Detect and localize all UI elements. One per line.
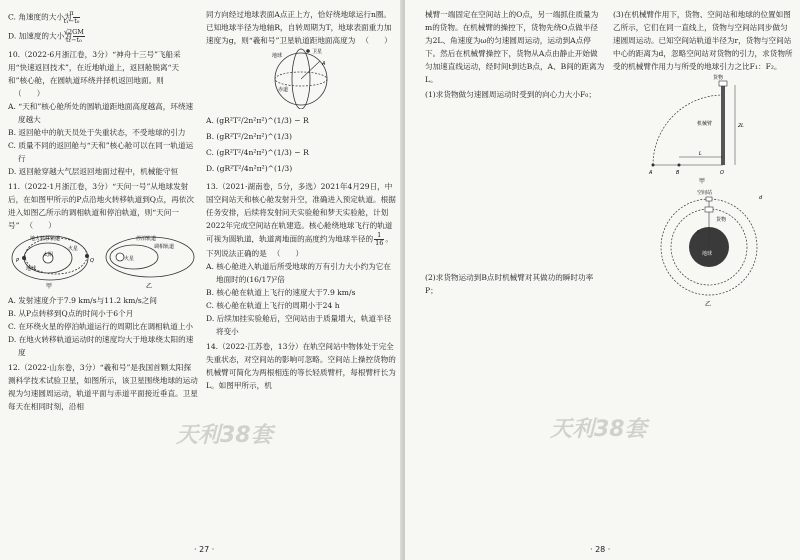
question-12-continued: 同方向经过地球表面A点正上方，恰好绕地球运行n圈。已知地球半径为地轴R，自转周期为T，地球表面重力加速度为g，则“羲和号”卫星轨道距地面高度为 （ ） — [206, 10, 392, 45]
label-sun: 太阳 — [43, 252, 54, 258]
label-2l: 2L — [738, 123, 744, 129]
caption-yi: 乙 — [146, 283, 153, 290]
label-cargo-yi: 货物 — [716, 217, 727, 223]
q10-option-c: C. 质量不同的返回舱与“天和”核心舱可以在同一轨道运行 — [8, 141, 194, 163]
caption-jia-14: 甲 — [699, 178, 706, 185]
question-14-continued: 械臂一端固定在空间站上的O点，另一端抓住质量为m的货物。在机械臂的操控下，货物先绕O点做半径为2L、角速度为ω的匀速圆周运动，运动到A点停下。然后在机械臂操控下，货物从A点由静止开始做匀加速直线运动，经时间t到达B点，A、B间的距离为L。 — [425, 10, 605, 84]
label-p: P — [16, 258, 20, 264]
left-column — [8, 8, 198, 413]
option-d-prev: D. 加速度的大小为 $\frac{√2GM}{\text{t₁−t₀}}$ — [8, 28, 84, 44]
robot-arm-bar — [721, 83, 725, 165]
station-icon — [705, 207, 713, 212]
q14-part-1: (1)求货物做匀速圆周运动时受到的向心力大小F₀； — [425, 90, 596, 99]
label-phasing-orbit: 调相轨道 — [154, 244, 175, 250]
label-earth: 地球 — [26, 266, 37, 272]
circular-path — [653, 95, 723, 165]
label-o: O — [720, 170, 724, 176]
right-page — [405, 0, 800, 560]
watermark-logo-left: 天利38套 — [176, 423, 273, 448]
question-10: 10.（2022·6月浙江卷，3分）“神舟十三号”飞船采用“快速返回技术”，在近地轨道上，返回舱脱离“天和”核心舱，在圆轨道环绕并择机返回地面。则（ ） — [8, 50, 181, 98]
orbit-figure-11 — [8, 232, 198, 290]
label-r: r — [697, 229, 700, 235]
earth-dot — [22, 256, 26, 260]
right-column-2 — [613, 8, 793, 313]
label-cargo: 货物 — [713, 75, 724, 81]
figure-yi — [106, 235, 194, 290]
satellite-figure-12 — [206, 47, 396, 109]
question-13: 13.（2021·湖南卷，5分，多选）2021年4月29日，中国空间站天和核心舱发射升空，准确进入预定轨道。根据任务安排，后续将发射问天实验舱和梦天实验舱，计划2022年完成空间站在轨建造。核心舱绕地球飞行的轨道可视为圆轨道，轨道离地面的高度约为地球半径的 $\frac{1}{16}$ 。下列说法正确的是 （ ） — [206, 182, 396, 258]
satellite-dot — [306, 49, 310, 53]
question-12: 12.（2022·山东卷，3分）“羲和号”是我国首颗太阳探测科学技术试验卫星，如图所示，该卫星围绕地球的运动视为匀速圆周运动，轨道平面与赤道平面接近垂直。卫星每天在相同时刻，沿相 — [8, 363, 198, 411]
label-equator: 赤道 — [278, 87, 289, 93]
mars-planet-icon — [116, 253, 124, 261]
label-space-station: 空间站 — [697, 190, 713, 196]
caption-jia: 甲 — [46, 283, 53, 290]
watermark-logo-right: 天利38套 — [550, 417, 647, 442]
page-number-27: · 27 · — [194, 545, 215, 554]
caption-yi-14: 乙 — [705, 301, 712, 308]
q13-option-d: D. 后续加挂实验舱后，空间站由于质量增大，轨道半径将变小 — [206, 314, 392, 336]
q11-option-d: D. 在地火转移轨道运动时的速度均大于地球绕太阳的速度 — [8, 335, 194, 357]
q11-option-c: C. 在环绕火星的停泊轨道运行的周期比在调相轨道上小 — [8, 322, 194, 331]
label-earth-yi: 地球 — [702, 251, 713, 257]
label-a: A — [649, 170, 653, 176]
label-parking-orbit: 停泊轨道 — [136, 236, 157, 242]
option-c-prev: C. 角速度的大小为 $\frac{\pi}{\text{t₁−t₀}}$ — [8, 9, 80, 25]
label-earth-12: 地球 — [272, 53, 283, 59]
point-a-dot — [652, 164, 655, 167]
q11-option-a: A. 发射速度介于7.9 km/s与11.2 km/s之间 — [8, 296, 157, 305]
q14-part-2: (2)求货物运动到B点时机械臂对其做功的瞬时功率P； — [425, 273, 594, 295]
label-d: d — [759, 195, 763, 201]
figure-jia — [12, 235, 94, 290]
space-station-figure-yi — [613, 189, 793, 309]
q13-option-a: A. 核心舱进入轨道后所受地球的万有引力大小约为它在地面时的(16/17)²倍 — [206, 262, 391, 284]
label-l: L — [699, 151, 702, 157]
label-point-a: A — [322, 61, 326, 67]
cargo-box — [719, 81, 727, 86]
question-11: 11.（2022·1月浙江卷，3分）“天问一号”从地球发射后，在如图甲所示的P点沿地火转移轨道到Q点，再依次进入如图乙所示的调相轨道和停泊轨道，则“天问一号” （ ） — [8, 182, 194, 230]
label-robot-arm: 机械臂 — [697, 121, 713, 127]
q12-option-c: C. (gR²T²/4n²π²)^(1/3) − R — [206, 148, 309, 157]
right-column-1 — [425, 8, 605, 297]
q11-option-b: B. 从P点转移到Q点的时间小于6个月 — [8, 309, 134, 318]
question-14: 14.（2022·江苏卷，13分）在轨空间站中物体处于完全失重状态，对空间站的影响可忽略。空间站上操控货物的机械臂可简化为两根相连的等长轻质臂杆，每根臂杆长为L。如图甲所示，机 — [206, 342, 396, 390]
q13-option-b: B. 核心舱在轨道上飞行的速度大于7.9 km/s — [206, 288, 356, 297]
page-number-28: · 28 · — [590, 545, 611, 554]
mars-dot — [85, 254, 89, 258]
q10-option-d: D. 返回舱穿越大气层返回地面过程中，机械能守恒 — [8, 167, 179, 176]
q14-part-3: (3)在机械臂作用下，货物、空间站和地球的位置如图乙所示，它们在同一直线上，货物与空间站同步做匀速圆周运动。已知空间站轨道半径为r，货物与空间站中心的距离为d，忽略空间站对货物的引力，求货物所受的机械臂作用力与所受的地球引力之比F₁：F₂。 — [613, 10, 793, 71]
label-mars-yi: 火星 — [124, 256, 135, 262]
robot-arm-figure-jia — [613, 73, 793, 185]
q12-option-b: B. (gR²T²/2n²π²)^(1/3) — [206, 132, 292, 141]
label-b: B — [676, 170, 680, 176]
radius-line — [301, 61, 320, 79]
q13-option-c: C. 核心舱在轨道上飞行的周期小于24 h — [206, 301, 340, 310]
label-q: Q — [90, 258, 94, 264]
q10-option-a: A. “天和”核心舱所处的圆轨道距地面高度越高，环绕速度越大 — [8, 102, 194, 124]
point-b-dot — [678, 164, 681, 167]
cargo-icon — [706, 197, 712, 201]
q12-option-a: A. (gR²T²/2n²π²)^(1/3) − R — [206, 116, 309, 125]
label-mars: 火星 — [68, 246, 79, 252]
middle-column — [206, 8, 396, 392]
label-satellite: 卫星 — [312, 49, 323, 55]
label-transfer-orbit: 地火转移轨道 — [30, 236, 61, 242]
q12-option-d: D. (gR²T²/4n²π²)^(1/3) — [206, 164, 293, 173]
q10-option-b: B. 返回舱中的航天员处于失重状态，不受地球的引力 — [8, 128, 186, 137]
